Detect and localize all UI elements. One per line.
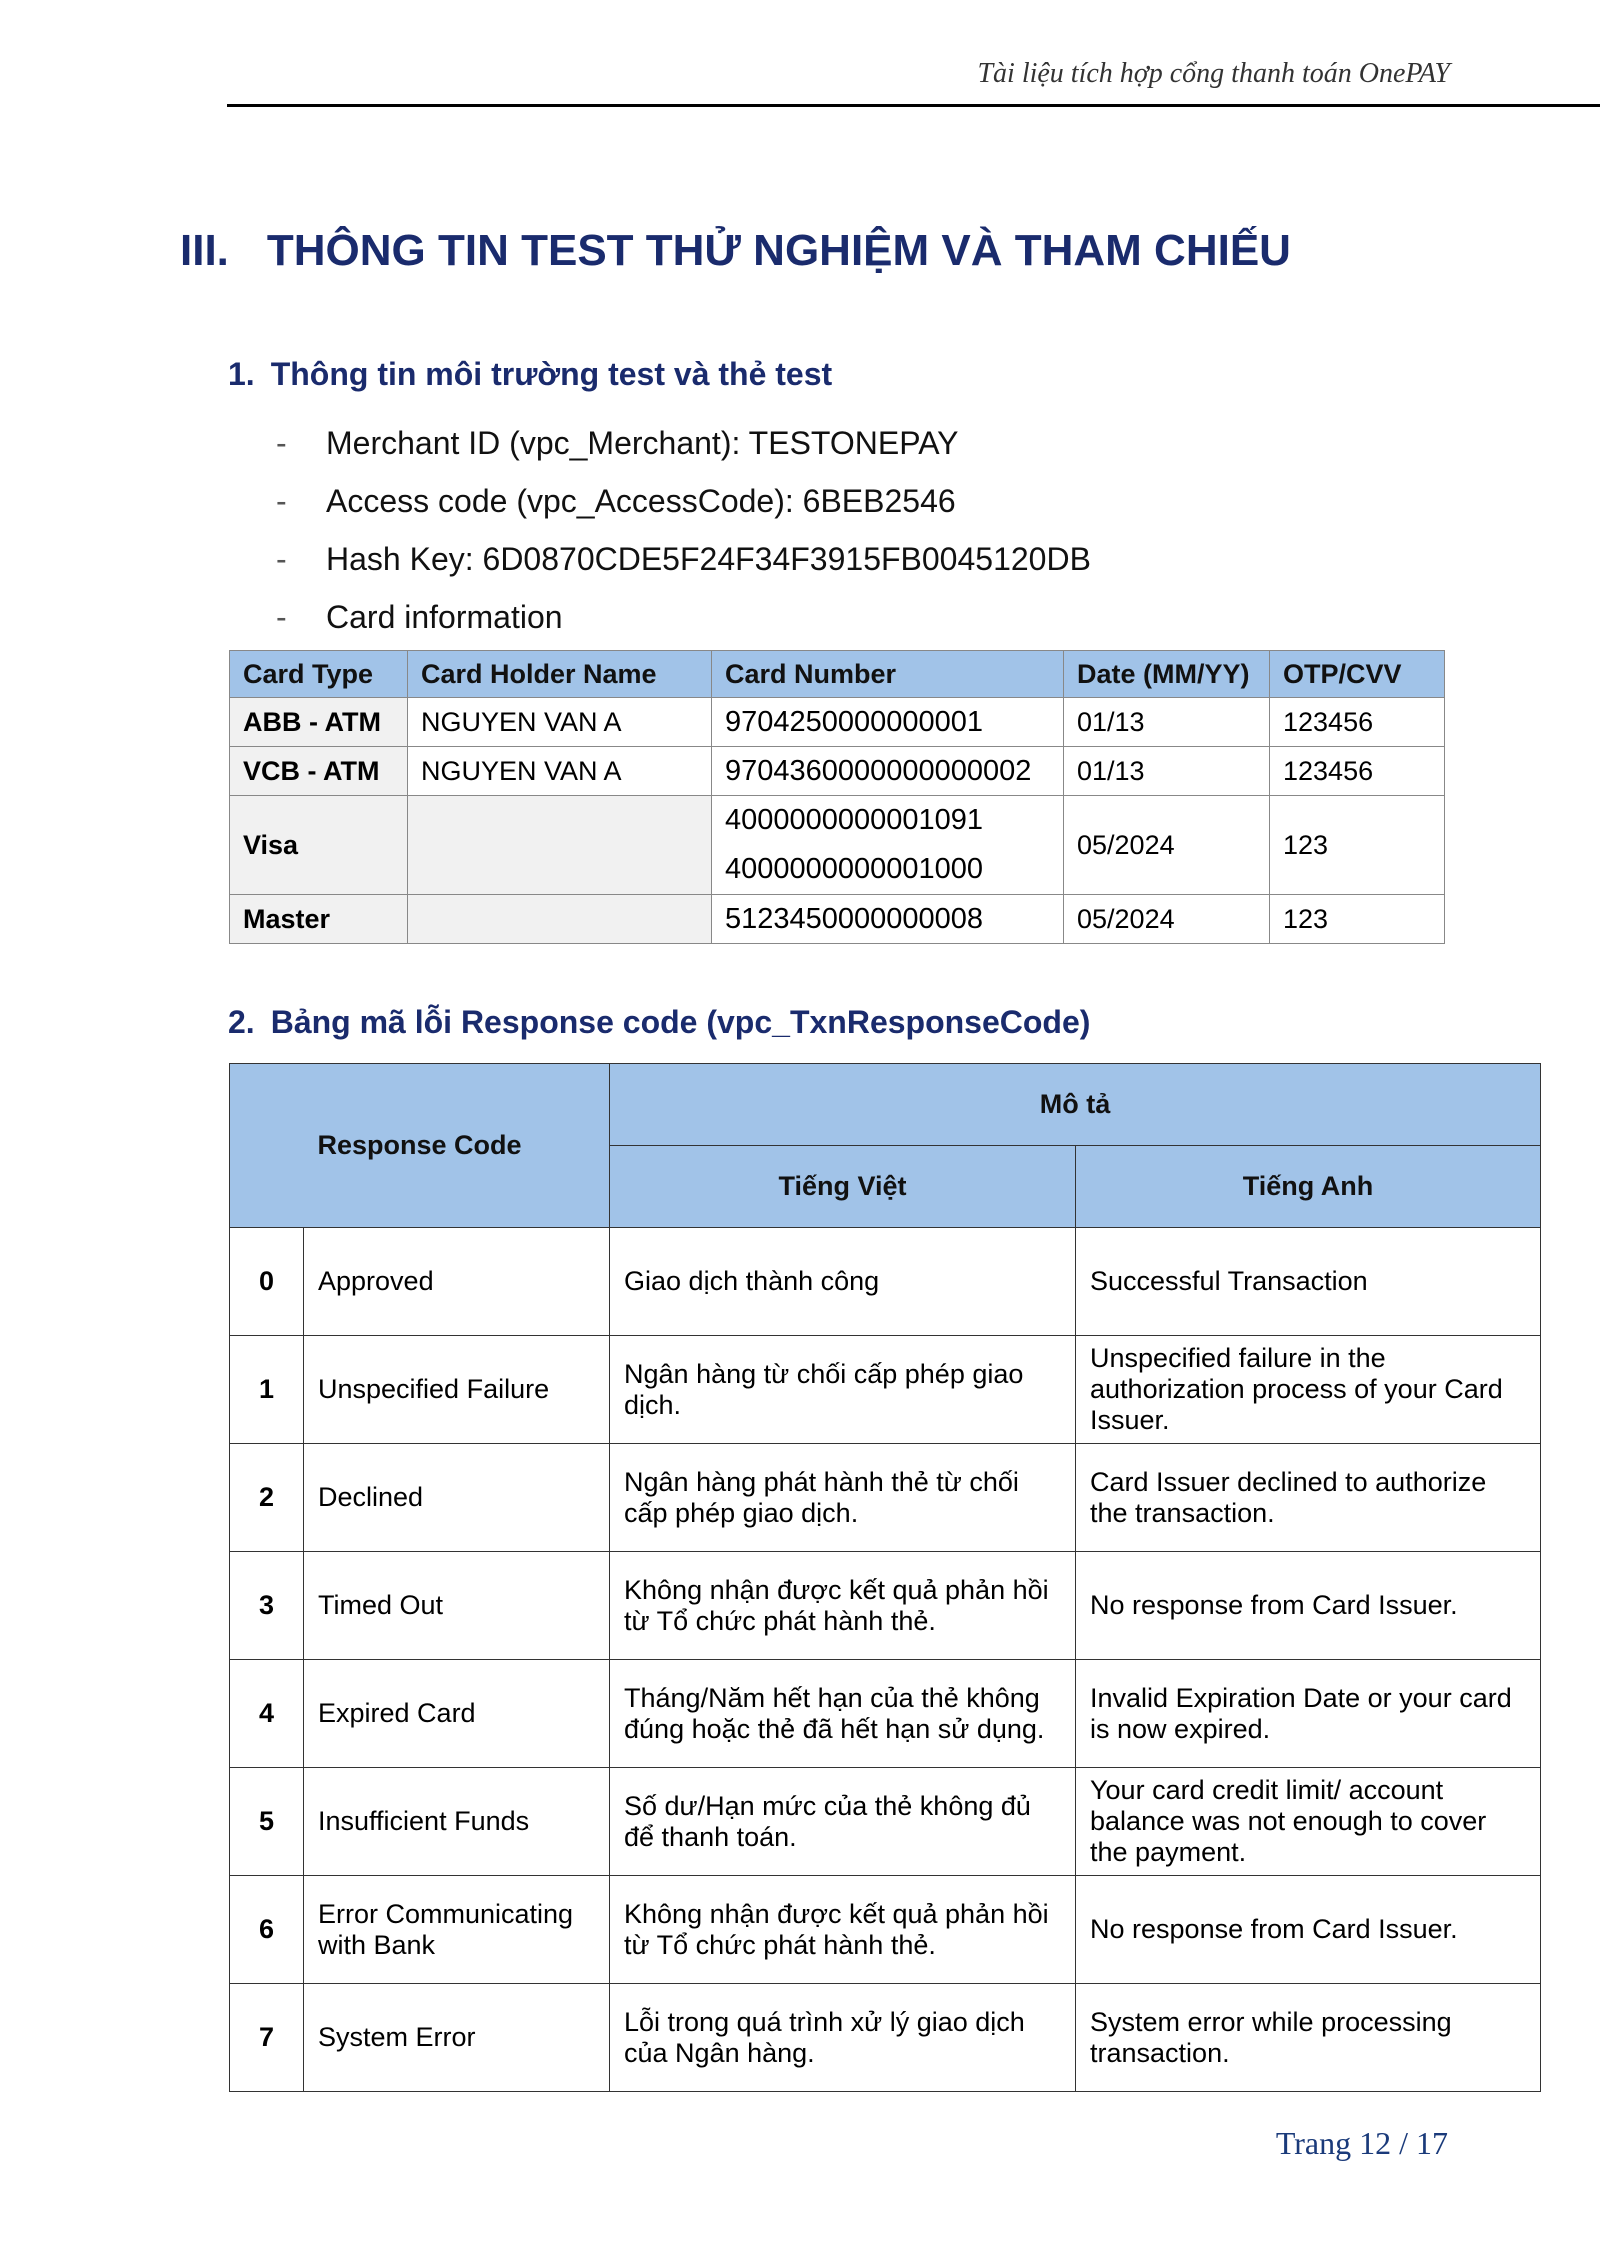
- holder-name-cell: NGUYEN VAN A: [408, 698, 712, 747]
- vietnamese-desc-cell: Không nhận được kết quả phản hồi từ Tổ chức phát hành thẻ.: [610, 1876, 1076, 1984]
- response-code-cell: 5: [230, 1768, 304, 1876]
- merchant-id-text: Merchant ID (vpc_Merchant): TESTONEPAY: [326, 424, 959, 461]
- col-header-response-code: Response Code: [230, 1064, 610, 1228]
- table-row: [230, 747, 1445, 796]
- section-heading: [180, 226, 1291, 276]
- access-code-text: Access code (vpc_AccessCode): 6BEB2546: [326, 482, 956, 519]
- card-number-cell: 9704360000000000002: [712, 747, 1064, 796]
- response-name-cell: Error Communicating with Bank: [304, 1876, 610, 1984]
- date-cell: 05/2024: [1064, 796, 1270, 895]
- table-row: [230, 1444, 1541, 1552]
- otp-cell: 123456: [1270, 698, 1445, 747]
- vietnamese-desc-cell: Giao dịch thành công: [610, 1228, 1076, 1336]
- subsection-2-title: Bảng mã lỗi Response code (vpc_TxnResponseCode): [270, 1004, 1091, 1040]
- card-info-text: Card information: [326, 598, 563, 635]
- response-code-cell: 2: [230, 1444, 304, 1552]
- response-code-cell: 0: [230, 1228, 304, 1336]
- response-name-cell: Approved: [304, 1228, 610, 1336]
- section-title: THÔNG TIN TEST THỬ NGHIỆM VÀ THAM CHIẾU: [266, 226, 1291, 275]
- card-number-cell: 5123450000000008: [712, 895, 1064, 944]
- card-info-table: [229, 650, 1445, 944]
- response-code-cell: 3: [230, 1552, 304, 1660]
- subsection-1-heading: [228, 356, 832, 393]
- col-header-date: Date (MM/YY): [1064, 651, 1270, 698]
- col-header-description: Mô tả: [610, 1064, 1541, 1146]
- english-desc-cell: No response from Card Issuer.: [1076, 1876, 1541, 1984]
- response-code-cell: 7: [230, 1984, 304, 2092]
- hash-key-text: Hash Key: 6D0870CDE5F24F34F3915FB0045120DB: [326, 540, 1091, 577]
- otp-cell: 123: [1270, 796, 1445, 895]
- table-row: [230, 895, 1445, 944]
- col-header-vietnamese: Tiếng Việt: [610, 1146, 1076, 1228]
- english-desc-cell: Successful Transaction: [1076, 1228, 1541, 1336]
- col-header-otp-cvv: OTP/CVV: [1270, 651, 1445, 698]
- english-desc-cell: Unspecified failure in the authorization process of your Card Issuer.: [1076, 1336, 1541, 1444]
- vietnamese-desc-cell: Không nhận được kết quả phản hồi từ Tổ chức phát hành thẻ.: [610, 1552, 1076, 1660]
- list-item: [276, 530, 1091, 588]
- english-desc-cell: No response from Card Issuer.: [1076, 1552, 1541, 1660]
- col-header-holder-name: Card Holder Name: [408, 651, 712, 698]
- holder-name-cell: NGUYEN VAN A: [408, 747, 712, 796]
- bullet-dash: -: [276, 482, 287, 519]
- col-header-card-number: Card Number: [712, 651, 1064, 698]
- header-divider: [227, 104, 1600, 107]
- date-cell: 01/13: [1064, 698, 1270, 747]
- table-row: [230, 1984, 1541, 2092]
- table-header-row: [230, 651, 1445, 698]
- vietnamese-desc-cell: Tháng/Năm hết hạn của thẻ không đúng hoặc thẻ đã hết hạn sử dụng.: [610, 1660, 1076, 1768]
- table-row: [230, 698, 1445, 747]
- bullet-dash: -: [276, 540, 287, 577]
- table-header-row: [230, 1064, 1541, 1146]
- document-header-title: Tài liệu tích hợp cổng thanh toán OnePAY: [977, 58, 1450, 89]
- table-row: [230, 1876, 1541, 1984]
- response-code-cell: 1: [230, 1336, 304, 1444]
- response-name-cell: Insufficient Funds: [304, 1768, 610, 1876]
- test-info-list: [276, 414, 1091, 646]
- card-number-cell: 9704250000000001: [712, 698, 1064, 747]
- card-type-cell: ABB - ATM: [230, 698, 408, 747]
- response-code-cell: 6: [230, 1876, 304, 1984]
- card-number-line: 4000000000001091: [725, 804, 984, 836]
- response-code-table: [229, 1063, 1541, 2092]
- subsection-1-title: Thông tin môi trường test và thẻ test: [270, 356, 833, 392]
- english-desc-cell: Card Issuer declined to authorize the transaction.: [1076, 1444, 1541, 1552]
- col-header-card-type: Card Type: [230, 651, 408, 698]
- vietnamese-desc-cell: Số dư/Hạn mức của thẻ không đủ để thanh toán.: [610, 1768, 1076, 1876]
- response-code-cell: 4: [230, 1660, 304, 1768]
- card-type-cell: VCB - ATM: [230, 747, 408, 796]
- subsection-2-heading: [228, 1004, 1090, 1041]
- col-header-english: Tiếng Anh: [1076, 1146, 1541, 1228]
- english-desc-cell: System error while processing transaction.: [1076, 1984, 1541, 2092]
- english-desc-cell: Your card credit limit/ account balance was not enough to cover the payment.: [1076, 1768, 1541, 1876]
- response-name-cell: Expired Card: [304, 1660, 610, 1768]
- response-name-cell: Declined: [304, 1444, 610, 1552]
- subsection-1-number: 1.: [228, 356, 255, 392]
- bullet-dash: -: [276, 598, 287, 635]
- date-cell: 01/13: [1064, 747, 1270, 796]
- otp-cell: 123456: [1270, 747, 1445, 796]
- otp-cell: 123: [1270, 895, 1445, 944]
- english-desc-cell: Invalid Expiration Date or your card is now expired.: [1076, 1660, 1541, 1768]
- card-type-cell: Master: [230, 895, 408, 944]
- table-row: [230, 1552, 1541, 1660]
- bullet-dash: -: [276, 424, 287, 461]
- table-row: [230, 1228, 1541, 1336]
- response-name-cell: System Error: [304, 1984, 610, 2092]
- holder-name-cell: [408, 895, 712, 944]
- vietnamese-desc-cell: Ngân hàng từ chối cấp phép giao dịch.: [610, 1336, 1076, 1444]
- table-row: [230, 796, 1445, 895]
- response-name-cell: Unspecified Failure: [304, 1336, 610, 1444]
- list-item: [276, 414, 1091, 472]
- list-item: [276, 588, 1091, 646]
- card-number-cell: [712, 796, 1064, 895]
- card-number-line: 4000000000001000: [725, 853, 984, 885]
- table-row: [230, 1660, 1541, 1768]
- subsection-2-number: 2.: [228, 1004, 255, 1040]
- holder-name-cell: [408, 796, 712, 895]
- list-item: [276, 472, 1091, 530]
- vietnamese-desc-cell: Lỗi trong quá trình xử lý giao dịch của Ngân hàng.: [610, 1984, 1076, 2092]
- section-number: III.: [180, 226, 229, 275]
- vietnamese-desc-cell: Ngân hàng phát hành thẻ từ chối cấp phép giao dịch.: [610, 1444, 1076, 1552]
- page-number: Trang 12 / 17: [1275, 2125, 1448, 2161]
- table-row: [230, 1336, 1541, 1444]
- date-cell: 05/2024: [1064, 895, 1270, 944]
- card-type-cell: Visa: [230, 796, 408, 895]
- table-row: [230, 1768, 1541, 1876]
- response-name-cell: Timed Out: [304, 1552, 610, 1660]
